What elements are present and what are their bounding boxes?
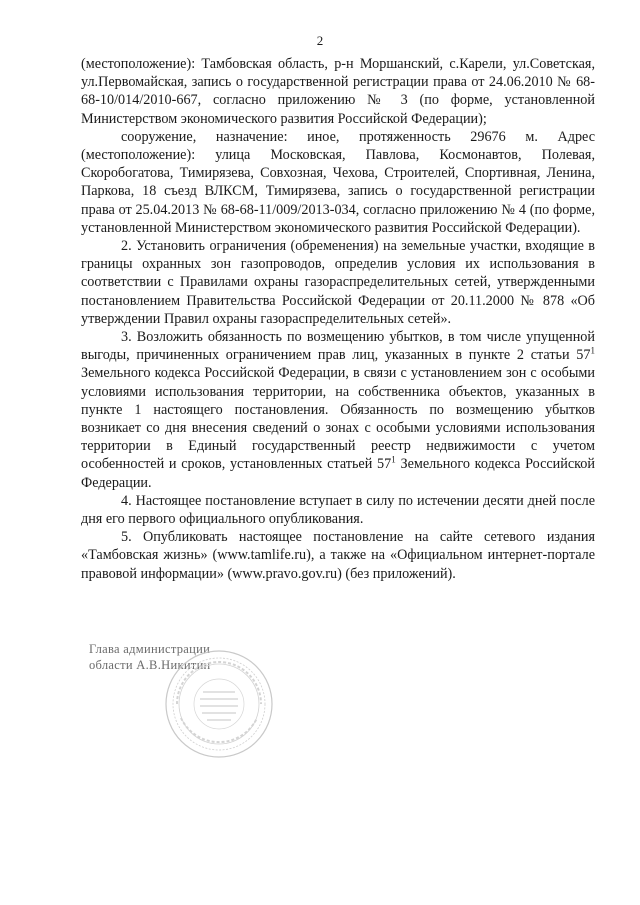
document-body (81, 55, 595, 583)
signature-title: Глава администрации (89, 642, 211, 656)
page-number: 2 (316, 33, 324, 48)
paragraph-structure-item: сооружение, назначение: иное, протяженность 29676 м. Адрес (местоположение): улица Московская, Павлова, Космонавтов, Полевая, Скоробогатова, Тимирязева, Совхозная, Чехова, Строителей, Спортивная, Ленина, Паркова, 18 съезд ВЛКСМ, Тимирязева, запись о государственной регистрации права от 25.04.2013 № 68-68-11/009/2013-034, согласно приложению № 4 (по форме, установленной Министерством экономического развития Российской Федерации). (81, 128, 595, 236)
paragraph-item-2: 2. Установить ограничения (обременения) на земельные участки, входящие в границы охранных зон газопроводов, определив условия их использования в соответствии с Правилами охраны газораспределительных сетей, утвержденными постановлением Правительства Российской Федерации от 20.11.2000 № 878 «Об утверждении Правил охраны газораспределительных сетей». (81, 238, 595, 327)
paragraph-item-4: 4. Настоящее постановление вступает в силу по истечении десяти дней после дня его первого официального опубликования. (81, 492, 595, 528)
superscript-1: 1 (590, 345, 595, 356)
paragraph-item-3-part-c: Земельного кодекса Российской Федерации. (81, 456, 595, 491)
official-seal-stamp (163, 648, 275, 760)
paragraph-item-3 (81, 328, 595, 492)
paragraph-item-3-part-a: 3. Возложить обязанность по возмещению убытков, в том числе упущенной выгоды, причиненных ограничением прав лиц, указанных в пункте 2 статьи 57 (81, 329, 595, 364)
paragraph-location-continuation: (местоположение): Тамбовская область, р-н Моршанский, с.Карели, ул.Советская, ул.Первомайская, запись о государственной регистрации права от 24.06.2010 № 68-68-10/014/2010-667, согласно приложению № 3 (по форме, установленной Министерством экономического развития Российской Федерации); (81, 56, 595, 127)
paragraph-item-3-part-b: Земельного кодекса Российской Федерации, в связи с установлением зон с особыми условиями использования территории, на собственника объектов, указанных в пункте 1 настоящего постановления. Обязанность по возмещению убытков возникает со дня внесения сведений о зонах с особыми условиями использования территории в Единый государственный реестр недвижимости с учетом особенностей и сроков, установленных статьей 57 (81, 365, 595, 473)
paragraph-item-5: 5. Опубликовать настоящее постановление на сайте сетевого издания «Тамбовская жизнь» (www.tamlife.ru), а также на «Официальном интернет-портале правовой информации» (www.pravo.gov.ru) (без приложений). (81, 529, 595, 582)
superscript-2: 1 (391, 454, 396, 465)
signature-name: области А.В.Никитин (89, 658, 211, 672)
